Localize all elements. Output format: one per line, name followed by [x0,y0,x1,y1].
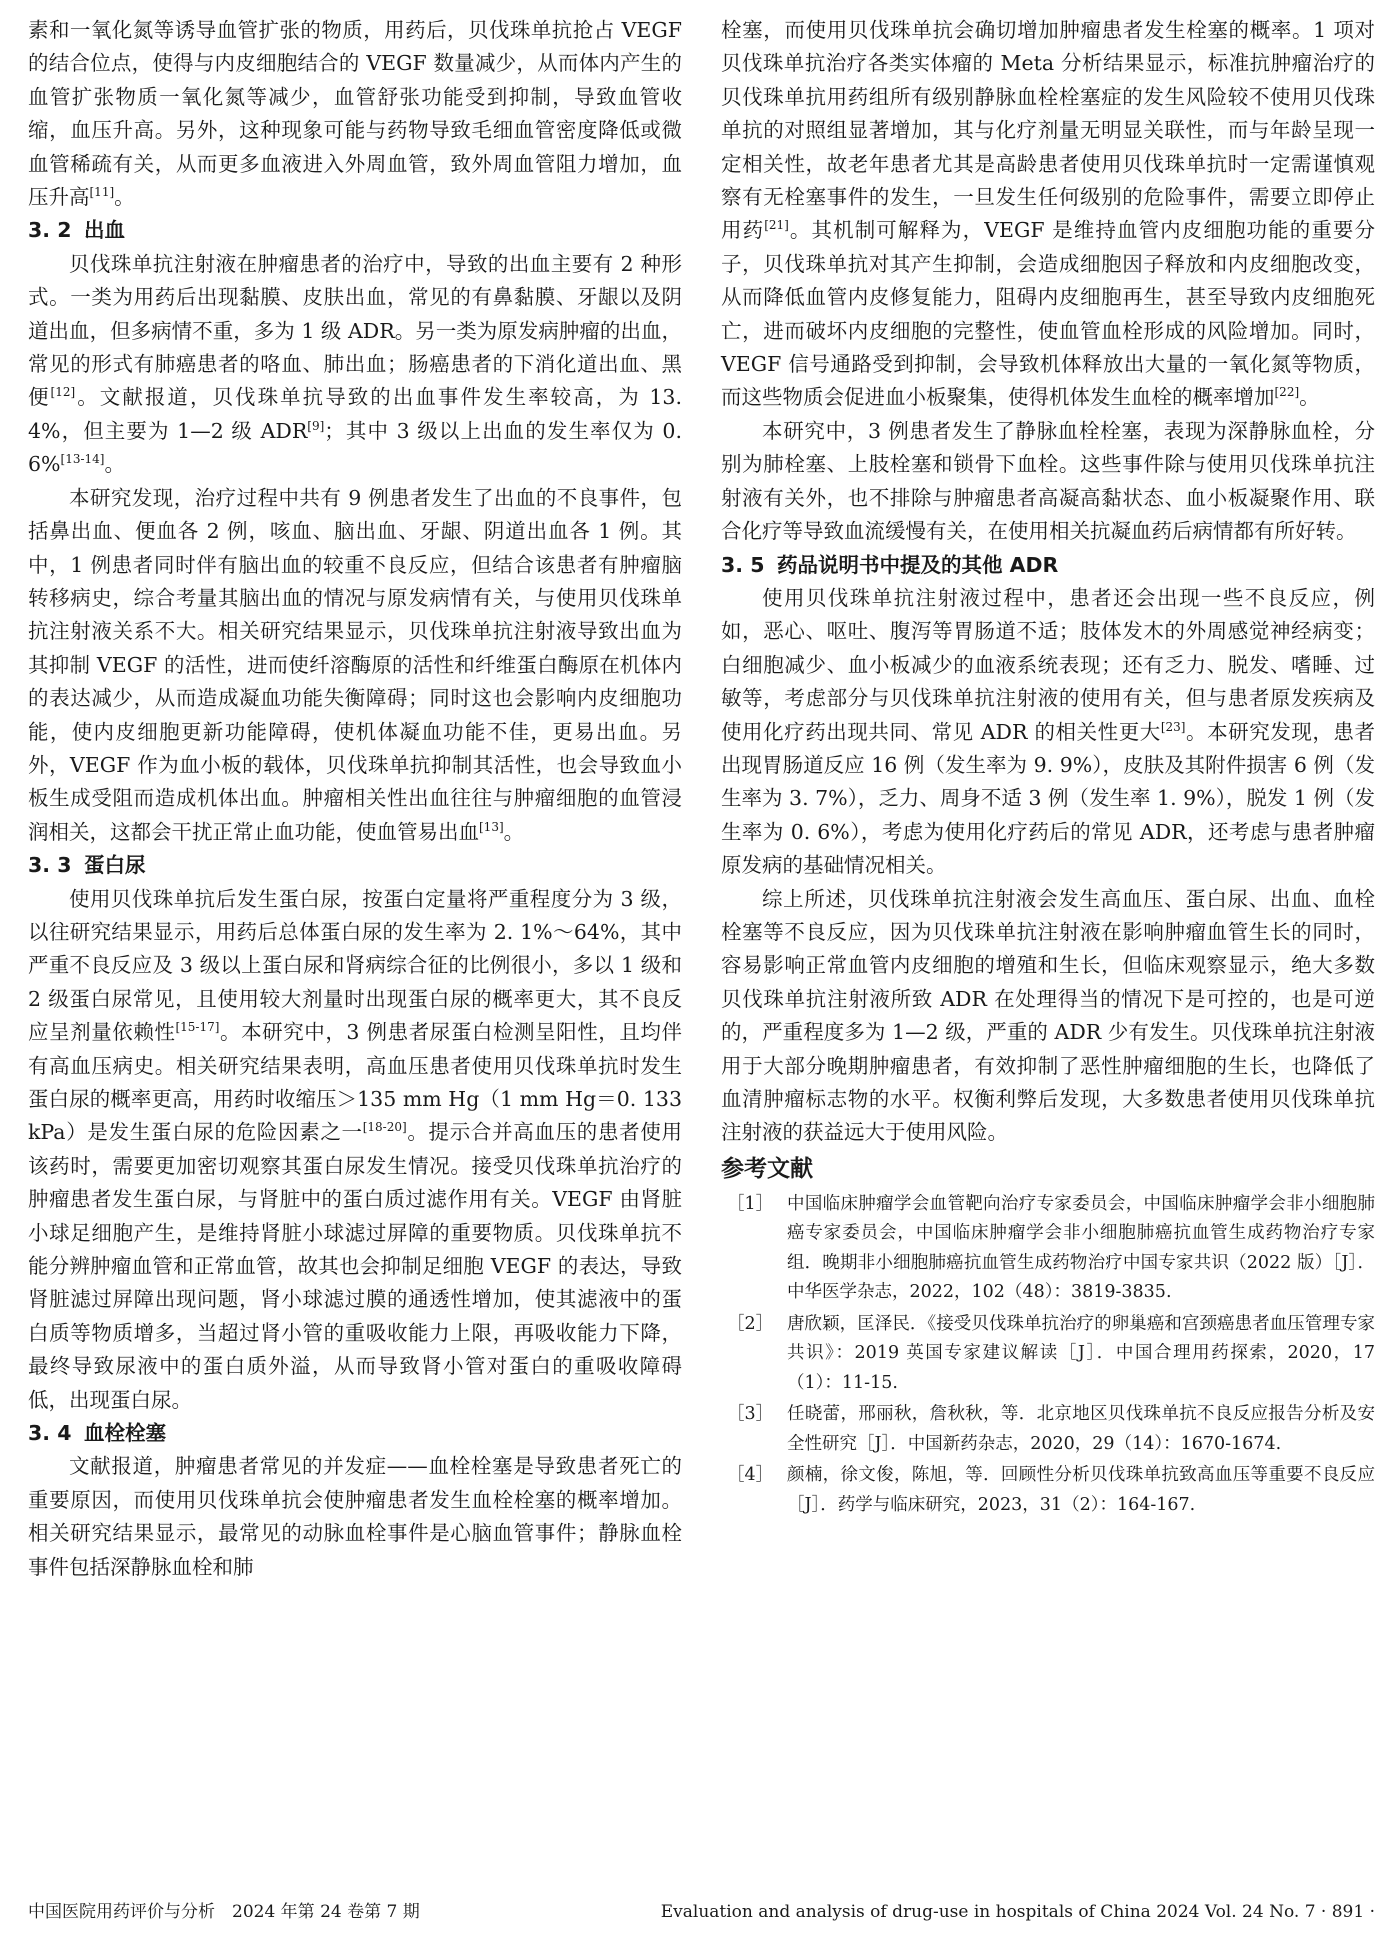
page-footer [28,1897,1375,1927]
text: 栓塞，而使用贝伐珠单抗会确切增加肿瘤患者发生栓塞的概率。1 项对贝伐珠单抗治疗各类实体瘤的 Meta 分析结果显示，标准抗肿瘤治疗的贝伐珠单抗用药组所有级别静脉血栓栓塞症的发生风险较不使用贝伐珠单抗的对照组显著增加，其与化疗剂量无明显关联性，而与年龄呈现一定相关性，故老年患者尤其是高龄患者使用贝伐珠单抗时一定需谨慎观察有无栓塞事件的发生，一旦发生任何级别的危险事件，需要立即停止用药 [721,18,1375,243]
section-title: 蛋白尿 [84,853,146,878]
section-title: 药品说明书中提及的其他 ADR [777,552,1059,577]
section-heading-3-4 [28,1417,682,1450]
citation: [13-14] [60,452,105,467]
reference-item [721,1461,1375,1520]
text: 综上所述，贝伐珠单抗注射液会发生高血压、蛋白尿、出血、血栓栓塞等不良反应，因为贝伐珠单抗注射液在影响肿瘤血管生长的同时，容易影响正常血管内皮细胞的增殖和生长，但临床观察显示，绝大多数贝伐珠单抗注射液所致 ADR 在处理得当的情况下是可控的，也是可逆的，严重程度多为 1—2 级，严重的 ADR 少有发生。贝伐珠单抗注射液用于大部分晚期肿瘤患者，有效抑制了恶性肿瘤细胞的生长，也降低了血清肿瘤标志物的水平。权衡利弊后发现，大多数患者使用贝伐珠单抗注射液的获益远大于使用风险。 [721,886,1375,1145]
paragraph [28,14,682,214]
citation: [23] [1160,719,1186,734]
section-heading-3-2 [28,214,682,247]
section-number: 3. 3 [28,853,72,878]
section-number: 3. 2 [28,218,72,243]
text: 贝伐珠单抗注射液在肿瘤患者的治疗中，导致的出血主要有 2 种形式。一类为用药后出现黏膜、皮肤出血，常见的有鼻黏膜、牙龈以及阴道出血，但多病情不重，多为 1 级 ADR。另一类为原发病肿瘤的出血，常见的形式有肺癌患者的咯血、肺出血；肠癌患者的下消化道出血、黑便 [28,251,682,410]
paragraph [721,582,1375,883]
text: 本研究中，3 例患者发生了静脉血栓栓塞，表现为深静脉血栓，分别为肺栓塞、上肢栓塞和锁骨下血栓。这些事件除与使用贝伐珠单抗注射液有关外，也不排除与肿瘤患者高凝高黏状态、血小板凝聚作用、联合化疗等导致血流缓慢有关，在使用相关抗凝血药后病情都有所好转。 [721,418,1375,544]
reference-number: ［2］ [727,1313,774,1334]
reference-item [721,1400,1375,1459]
citation: [18-20] [362,1120,407,1135]
reference-item [721,1310,1375,1399]
reference-item [721,1190,1375,1308]
text: 。本研究中，3 例患者尿蛋白检测呈阳性，且均伴有高血压病史。相关研究结果表明，高血压患者使用贝伐珠单抗时发生蛋白尿的概率更高，用药时收缩压＞135 mm Hg（1 mm Hg＝0. 133 kPa）是发生蛋白尿的危险因素之一 [28,1020,683,1145]
paragraph [721,883,1375,1150]
citation: [21] [764,218,789,233]
reference-text: 中国临床肿瘤学会血管靶向治疗专家委员会，中国临床肿瘤学会非小细胞肺癌专家委员会，中国临床肿瘤学会非小细胞肺癌抗血管生成药物治疗专家组．晚期非小细胞肺癌抗血管生成药物治疗中国专家共识（2022 版）［J］．中华医学杂志，2022，102（48）：3819-3835. [787,1193,1375,1303]
text: 。 [104,452,125,477]
text: 。 [503,819,525,844]
citation: [22] [1274,385,1300,400]
text: 。其机制可解释为，VEGF 是维持血管内皮细胞功能的重要分子，贝伐珠单抗对其产生抑制，会造成细胞因子释放和内皮细胞改变，从而降低血管内皮修复能力，阻碍内皮细胞再生，甚至导致内皮细胞死亡，进而破坏内皮细胞的完整性，使血管血栓形成的风险增加。同时，VEGF 信号通路受到抑制，会导致机体释放出大量的一氧化氮等物质，而这些物质会促进血小板聚集，使得机体发生血栓的概率增加 [721,218,1375,410]
section-number: 3. 4 [28,1421,72,1446]
reference-number: ［1］ [727,1193,774,1214]
text: ；其中 3 级以上出血的发生率仅为 0. 6% [28,418,682,477]
text: 。提示合并高血压的患者使用该药时，需要更加密切观察其蛋白尿发生情况。接受贝伐珠单抗治疗的肿瘤患者发生蛋白尿，与肾脏中的蛋白质过滤作用有关。VEGF 由肾脏小球足细胞产生，是维持肾脏小球滤过屏障的重要物质。贝伐珠单抗不能分辨肿瘤血管和正常血管，故其也会抑制足细胞 VEGF 的表达，导致肾脏滤过屏障出现问题，肾小球滤过膜的通透性增加，使其滤液中的蛋白质等物质增多，当超过肾小管的重吸收能力上限，再吸收能力下降，最终导致尿液中的蛋白质外溢，从而导致肾小管对蛋白的重吸收障碍低，出现蛋白尿。 [28,1120,682,1412]
reference-number: ［3］ [727,1404,774,1425]
journal-name-en: Evaluation and analysis of drug-use in hospitals of China 2024 Vol. 24 No. 7 · 891 · [660,1902,1375,1922]
text: 文献报道，肿瘤患者常见的并发症——血栓栓塞是导致患者死亡的重要原因，而使用贝伐珠单抗会使肿瘤患者发生血栓栓塞的概率增加。相关研究结果显示，最常见的动脉血栓事件是心脑血管事件；静脉血栓事件包括深静脉血栓和肺 [28,1454,682,1579]
reference-text: 任晓蕾，邢丽秋，詹秋秋，等．北京地区贝伐珠单抗不良反应报告分析及安全性研究［J］．中国新药杂志，2020，29（14）：1670-1674. [787,1404,1375,1454]
paragraph [721,14,1375,415]
journal-name-cn: 中国医院用药评价与分析 2024 年第 24 卷第 7 期 [28,1902,420,1922]
reference-text: 唐欣颖，匡泽民．《接受贝伐珠单抗治疗的卵巢癌和宫颈癌患者血压管理专家共识》：2019 英国专家建议解读［J］．中国合理用药探索，2020，17（1）：11-15. [787,1313,1375,1393]
text: 本研究发现，治疗过程中共有 9 例患者发生了出血的不良事件，包括鼻出血、便血各 2 例，咳血、脑出血、牙龈、阴道出血各 1 例。其中，1 例患者同时伴有脑出血的较重不良反应，但结合该患者有肿瘤脑转移病史，综合考量其脑出血的情况与原发病情有关，与使用贝伐珠单抗注射液关系不大。相关研究结果显示，贝伐珠单抗注射液导致出血为其抑制 VEGF 的活性，进而使纤溶酶原的活性和纤维蛋白酶原在机体内的表达减少，从而造成凝血功能失衡障碍；同时这也会影响内皮细胞功能，使内皮细胞更新功能障碍，使机体凝血功能不佳，更易出血。另外，VEGF 作为血小板的载体，贝伐珠单抗抑制其活性，也会导致血小板生成受阻而造成机体出血。肿瘤相关性出血往往与肿瘤细胞的血管浸润相关，这都会干扰正常止血功能，使血管易出血 [28,485,682,844]
citation: [11] [89,185,115,200]
text: 。 [1299,385,1320,410]
paragraph [28,883,682,1418]
text: 。 [114,185,135,210]
reference-number: ［4］ [727,1465,774,1486]
left-column [28,14,682,1584]
section-number: 3. 5 [721,552,765,577]
text: 使用贝伐珠单抗注射液过程中，患者还会出现一些不良反应，例如，恶心、呕吐、腹泻等胃肠道不适；肢体发木的外周感觉神经病变；白细胞减少、血小板减少的血液系统表现；还有乏力、脱发、嗜睡、过敏等，考虑部分与贝伐珠单抗注射液的使用有关，但与患者原发疾病及使用化疗药出现共同、常见 ADR 的相关性更大 [721,585,1375,744]
citation: [9] [307,418,325,433]
citation: [15-17] [175,1020,220,1035]
text: 素和一氧化氮等诱导血管扩张的物质，用药后，贝伐珠单抗抢占 VEGF 的结合位点，使得与内皮细胞结合的 VEGF 数量减少，从而体内产生的血管扩张物质一氧化氮等减少，血管舒张功能受到抑制，导致血管收缩，血压升高。另外，这种现象可能与药物导致毛细血管密度降低或微血管稀疏有关，从而更多血液进入外周血管，致外周血管阻力增加，血压升高 [28,18,682,210]
section-heading-3-3 [28,849,682,882]
text: 。文献报道，贝伐珠单抗导致的出血事件发生率较高，为 13. 4%，但主要为 1—2 级 ADR [28,385,682,443]
paragraph [28,248,682,482]
section-heading-3-5 [721,549,1375,582]
section-title: 血栓栓塞 [84,1421,166,1446]
text: 。本研究发现，患者出现胃肠道反应 16 例（发生率为 9. 9%），皮肤及其附件损害 6 例（发生率为 3. 7%），乏力、周身不适 3 例（发生率 1. 9%），脱发 1 例（发生率为 0. 6%），考虑为使用化疗药后的常见 ADR，还考虑与患者肿瘤原发病的基础情况相关。 [721,719,1375,878]
citation: [13] [479,819,504,834]
reference-text: 颜楠，徐文俊，陈旭，等．回顾性分析贝伐珠单抗致高血压等重要不良反应［J］．药学与临床研究，2023，31（2）：164-167. [787,1465,1375,1515]
references-heading: 参考文献 [721,1155,813,1182]
paragraph [721,415,1375,549]
section-title: 出血 [84,218,125,243]
paragraph [28,482,682,849]
text: 使用贝伐珠单抗后发生蛋白尿，按蛋白定量将严重程度分为 3 级，以往研究结果显示，用药后总体蛋白尿的发生率为 2. 1%～64%，其中严重不良反应及 3 级以上蛋白尿和肾病综合征的比例很小，多以 1 级和 2 级蛋白尿常见，且使用较大剂量时出现蛋白尿的概率更大，其不良反应呈剂量依赖性 [28,886,682,1045]
paragraph [28,1450,682,1584]
citation: [12] [50,385,76,400]
right-column [721,14,1375,1522]
